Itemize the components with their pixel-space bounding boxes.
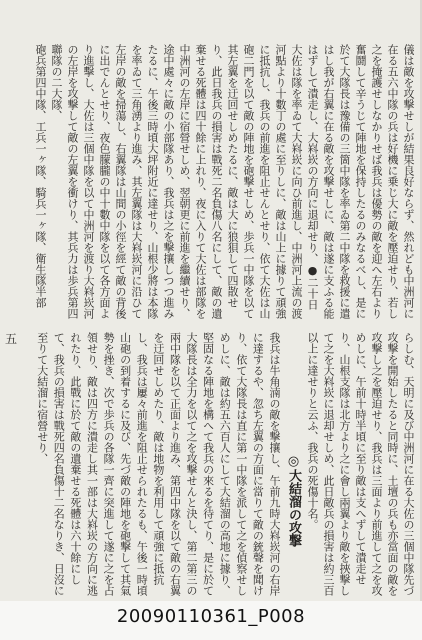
section-heading: ◎大結溜の攻撃 — [286, 454, 301, 547]
page-number: 五 — [5, 332, 18, 346]
unit-list-column: 砲兵第四中隊、工兵一ヶ隊、騎兵一ヶ隊、衛生隊半部 — [34, 44, 47, 308]
section-heading-column — [282, 332, 304, 596]
lower-tier-paragraph-before: らしむ、天明に及び中洲河に在る大佐の三個中隊先づ攻撃を開始したると同時に、土壇の兵も亦當面の敵を攻撃し之を壓迫せり、我兵は三面より前進して之を攻めしに、午前十時半頃に至り敵は支へずして潰走せり、山根支隊は北方より之に會し兩翼より敵を挾撃して之を大嵙崁に退却せしめ、此日敵兵の損害は約三百以上に達せりと云ふ、我兵の死傷十名。 — [306, 332, 415, 596]
lower-tier-text-before-heading — [304, 332, 416, 596]
scan-caption: 20090110361_P008 — [116, 606, 306, 627]
upper-tier-last-column — [32, 44, 48, 319]
lower-tier-paragraph-after: 我兵は牛角湳の敵を撃攘し、午前九時大嵙崁河の右岸に達するや、忽ち左翼の方面に當りて敵の銃聲を聞けり、依て大隊長は直に第一中隊を派して之を偵察せしめしに、敵は約五六百人にして大結溜の高地に據り、堅固なる陣地を構へて我兵の來るを待てり、是に於て大隊長は全力を以て之を攻撃せんと決し、第二第三の兩中隊を以て正面より進み、第四中隊を以て敵の右翼を迂回せしめたり、敵は地物を利用して頑強に抵抗し、我兵は屢々前進を阻止せられたるも、午後一時頃山砲の到着するに及び、先づ敵の陣地を砲撃して其氣勢を挫き、次で歩兵の各隊一齊に突進して遂に之を占領せり、敵は四方に潰走し其一部は大嵙崁の方向に逃れたり、此戰に於て敵の遺棄せる死體は六十餘にして、我兵の損害は戰死四名負傷十二名なりき、日沒に至りて大結溜に宿營せり、 — [35, 332, 281, 596]
upper-tier-text — [48, 44, 416, 319]
lower-tier-text-after-heading — [32, 332, 282, 596]
upper-tier-paragraph: 儀は敵を攻撃せしが結果良好ならず、然れども中洲河に在る五六中隊の兵は好機に乗じ大に敵を壓迫せり、若し之を掩護せしなかりせば我兵は優勢の敵を迎へ左右より奮鬪して辛うじて陣地を保持したるのみなるべし、是に於て大隊長は豫備の三箇中隊を率ゐ第二中隊を救援に遣はし我が右翼に在る敵を攻撃せしに、敵は遂に支ふる能はずして潰走し、大嵙崁の方向に退却せり、●二十日大佐は隊を率ゐて大嵙崁に向ひ前進し、中洲河上流の渡河點より十數丁の處に至りしに、敵は山上に據りて頑強に抵抗し、我兵の前進を阻止せんとせり、依て大佐は山砲二門を以て敵の陣地を砲撃せしめ、歩兵一中隊を以て其左翼を迂回せしめたるに、敵は大に狼狽して四散せり、此日我兵の損害は戰死二名負傷八名にして、敵の遺棄せる死體は四十餘に上れり、夜に入りて大佐は部隊を中洲河の左岸に宿營せしめ、翌朝更に前進を繼續せり、途中處々に敵の小部隊あり、我兵は之を撃攘しつつ進みたるに、午後三時頃大坪附近に達せり、山根少將は本隊を率ゐて三角湧より進み、其左翼隊は大嵙崁河に沿ひて左岸の敵を掃蕩し、右翼隊は山間の小徑を經て敵の背後に出でんとせり、夜色朦朧の中十數中隊を以て各方面より進擊し、大佐は三個中隊を以て中洲河を渡り大嵙崁河の左岸を攻撃して敵の左翼を衝けり、其兵力は歩兵第四聯隊の二大隊、 — [50, 44, 415, 319]
